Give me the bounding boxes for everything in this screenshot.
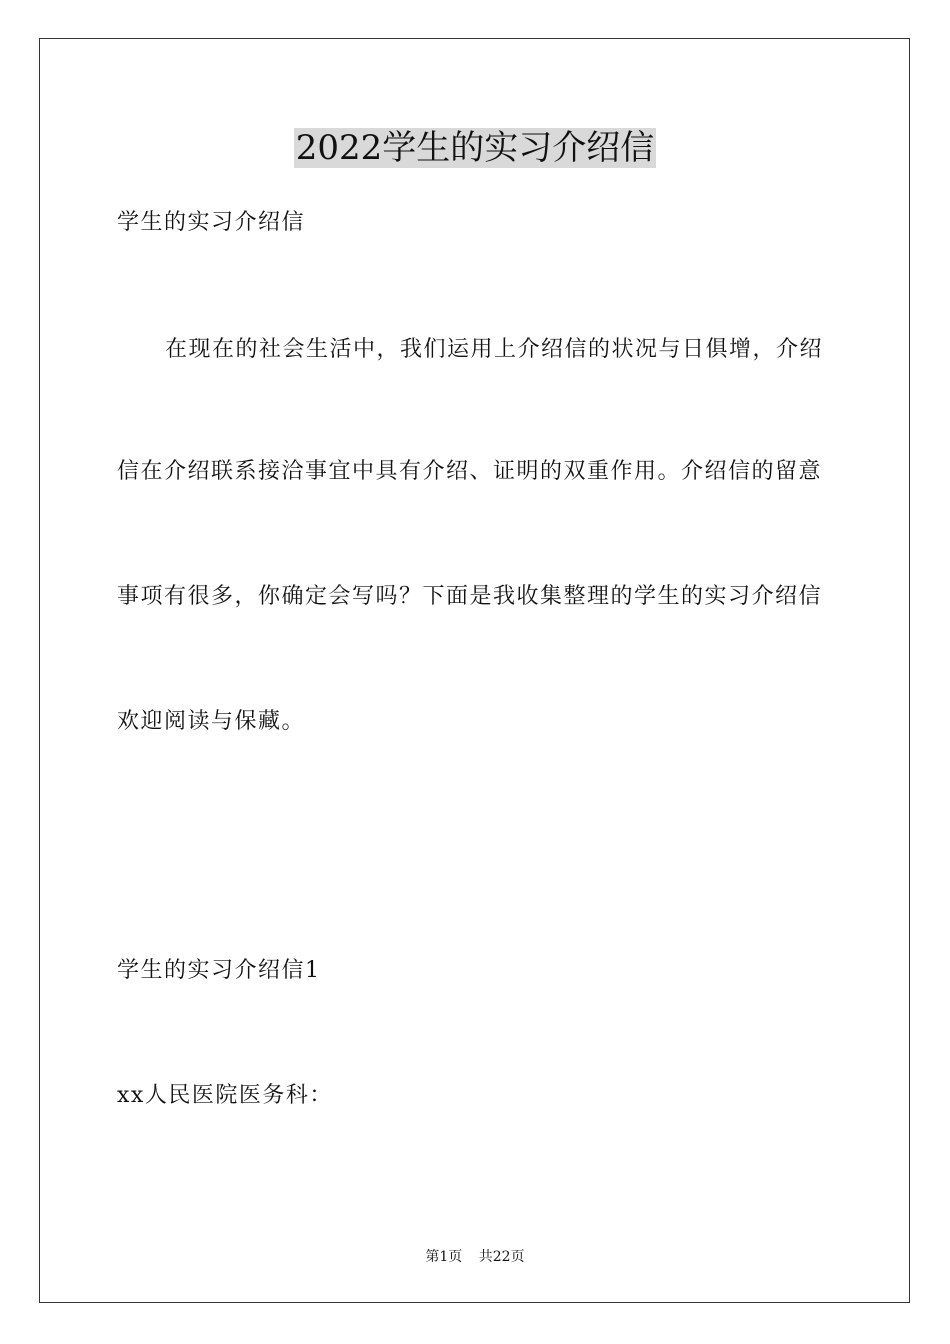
intro-line-1: 在现在的社会生活中，我们运用上介绍信的状况与日俱增，介绍 [165, 337, 824, 362]
document-title-text: 2022学生的实习介绍信 [295, 128, 655, 168]
intro-line-2: 信在介绍联系接洽事宜中具有介绍、证明的双重作用。介绍信的留意 [117, 459, 823, 484]
page-number: 第1页 [425, 1249, 463, 1265]
page-total: 共22页 [478, 1249, 525, 1265]
document-title [0, 126, 950, 170]
document-subtitle: 学生的实习介绍信 [117, 210, 306, 235]
intro-line-3: 事项有很多，你确定会写吗？下面是我收集整理的学生的实习介绍信 [117, 584, 823, 609]
salutation: xx人民医院医务科： [117, 1083, 333, 1108]
intro-line-4: 欢迎阅读与保藏。 [117, 709, 306, 734]
section-heading: 学生的实习介绍信1 [117, 958, 321, 983]
page-footer [0, 1247, 950, 1267]
